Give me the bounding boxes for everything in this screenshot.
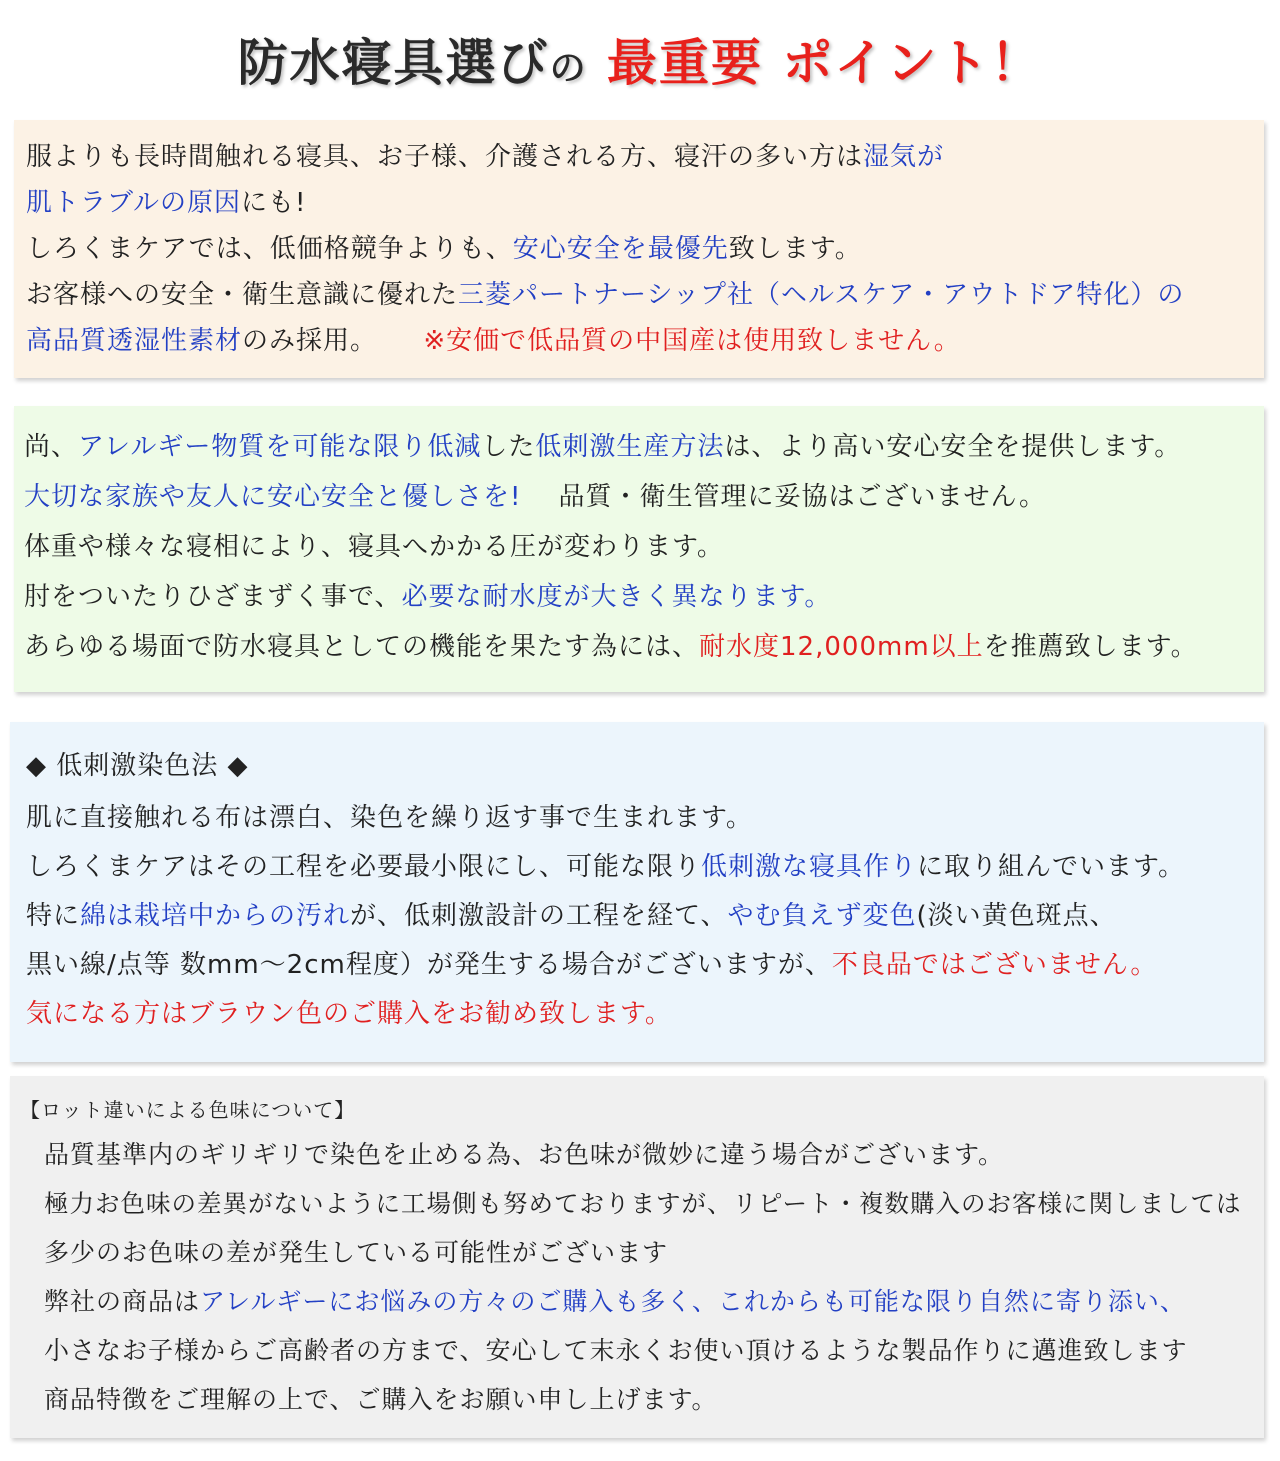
text-line: 品質基準内のギリギリで染色を止める為、お色味が微妙に違う場合がございます。 <box>44 1140 1005 1169</box>
warning-text: ※安価で低品質の中国産は使用致しません。 <box>423 326 961 356</box>
highlight-text: 低刺激生産方法 <box>535 432 725 462</box>
text-segment: 品質・衛生管理に妥協はございません。 <box>558 482 1047 512</box>
text-segment: 尚、 <box>24 432 79 462</box>
moisture-info-panel <box>14 120 1264 378</box>
text-line: 体重や様々な寝相により、寝具へかかる圧が変わります。 <box>24 532 724 562</box>
page-title <box>0 28 1280 104</box>
highlight-text: 肌トラブルの原因 <box>26 188 241 218</box>
text-line <box>26 318 1252 364</box>
warning-text: 耐水度12,000mm以上 <box>699 632 984 662</box>
text-segment: しろくまケアはその工程を必要最小限にし、可能な限り <box>26 852 702 882</box>
highlight-text: 綿は栽培中からの汚れ <box>80 901 351 931</box>
text-segment: 服よりも長時間触れる寝具、お子様、介護される方、寝汗の多い方は <box>26 142 864 172</box>
text-line <box>24 472 1254 522</box>
text-line: 小さなお子様からご高齢者の方まで、安心して末永くお使い頂けるような製品作りに邁進致します <box>44 1336 1188 1365</box>
text-line <box>26 892 1248 941</box>
text-line <box>20 1277 1254 1326</box>
warning-text: 不良品ではございません。 <box>831 950 1158 980</box>
highlight-text: やむ負えず変色 <box>727 901 917 931</box>
text-line <box>26 272 1252 318</box>
text-segment: 致します。 <box>728 234 862 264</box>
text-segment: 特に <box>26 901 81 931</box>
text-line <box>24 422 1254 472</box>
text-line <box>26 226 1252 272</box>
highlight-text: 三菱パートナーシップ社（ヘルスケア・アウトドア特化）の <box>458 280 1185 310</box>
text-line <box>26 941 1248 990</box>
text-line: 多少のお色味の差が発生している可能性がございます <box>44 1238 669 1267</box>
text-line <box>26 843 1248 892</box>
text-segment: お客様への安全・衛生意識に優れた <box>26 280 459 310</box>
text-segment: にも! <box>240 188 307 218</box>
highlight-text: 高品質透湿性素材 <box>26 326 243 356</box>
text-segment: は、より高い安心安全を提供します。 <box>724 432 1182 462</box>
highlight-text: 低刺激な寝具作り <box>701 852 918 882</box>
highlight-text: 安心安全を最優先 <box>512 234 729 264</box>
highlight-text: アレルギーにお悩みの方々のご購入も多く、これからも可能な限り自然に寄り添い、 <box>200 1287 1186 1316</box>
lot-color-panel <box>10 1076 1264 1438</box>
highlight-text: アレルギー物質を可能な限り低減 <box>78 432 482 462</box>
title-part-3: 最重要 <box>607 34 763 92</box>
text-segment: を推薦致します。 <box>983 632 1198 662</box>
text-segment: あらゆる場面で防水寝具としての機能を果たす為には、 <box>24 632 700 662</box>
text-line <box>26 134 1252 180</box>
section-heading: ◆ 低刺激染色法 ◆ <box>26 751 249 781</box>
allergy-info-panel <box>14 406 1264 692</box>
title-part-4: ポイント！ <box>782 34 1043 92</box>
text-segment: 黒い線/点等 数mm～2cm程度）が発生する場合がございますが、 <box>26 950 832 980</box>
section-heading: 【ロット違いによる色味について】 <box>20 1098 356 1122</box>
text-segment: のみ採用。 <box>242 326 378 356</box>
text-segment: しろくまケアでは、低価格競争よりも、 <box>26 234 513 264</box>
text-segment: が、低刺激設計の工程を経て、 <box>350 901 728 931</box>
text-segment: した <box>481 432 536 462</box>
highlight-text: 湿気が <box>863 142 945 172</box>
text-segment: 肘をついたりひざまずく事で、 <box>24 582 402 612</box>
text-line: 肌に直接触れる布は漂白、染色を繰り返す事で生まれます。 <box>26 803 753 833</box>
text-line <box>24 622 1254 672</box>
text-line: 商品特徴をご理解の上で、ご購入をお願い申し上げます。 <box>44 1385 718 1414</box>
text-line <box>26 180 1252 226</box>
highlight-text: 大切な家族や友人に安心安全と優しさを! <box>24 482 522 512</box>
title-part-1: 防水寝具選び <box>237 34 550 92</box>
text-line: 極力お色味の差異がないように工場側も努めておりますが、リピート・複数購入のお客様に関しましては <box>44 1189 1242 1218</box>
title-part-2: の <box>549 48 588 89</box>
text-segment: に取り組んでいます。 <box>917 852 1185 882</box>
text-line <box>24 572 1254 622</box>
dyeing-method-panel <box>10 722 1264 1062</box>
text-segment: 弊社の商品は <box>44 1287 201 1316</box>
text-segment: (淡い黄色斑点、 <box>916 901 1117 931</box>
warning-line: 気になる方はブラウン色のご購入をお勧め致します。 <box>26 999 672 1029</box>
highlight-text: 必要な耐水度が大きく異なります。 <box>401 582 832 612</box>
